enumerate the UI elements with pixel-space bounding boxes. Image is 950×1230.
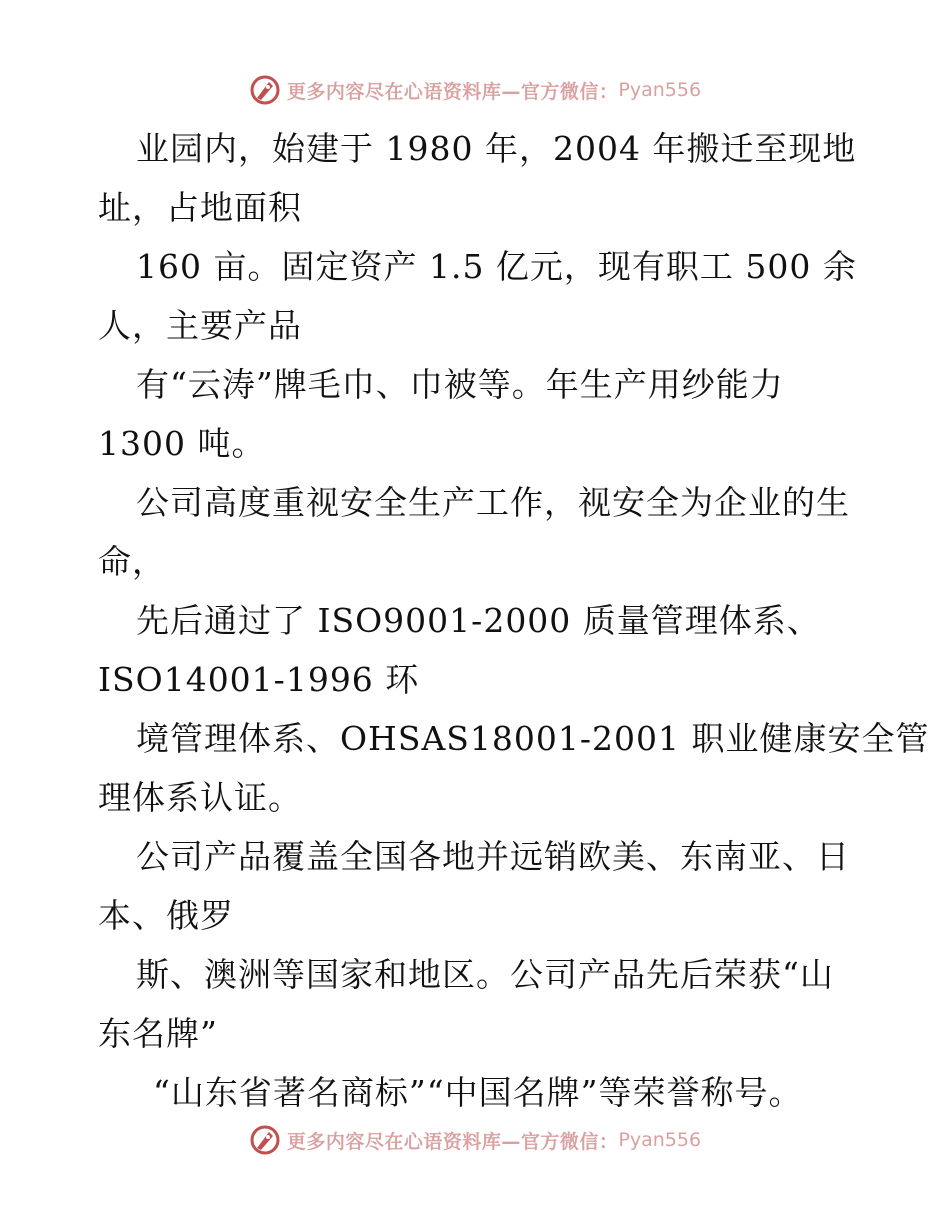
footer-banner-handle: Pyan556 [618,1129,702,1151]
body-line: ISO14001-1996 环 [98,660,420,699]
pen-nib-logo-icon [249,74,281,106]
body-line: 址，占地面积 [98,188,302,227]
body-line: 先后通过了 ISO9001-2000 质量管理体系、 [136,601,821,640]
body-line: 有“云涛”牌毛巾、巾被等。年生产用纱能力 [136,365,784,404]
body-line: 理体系认证。 [98,778,302,817]
pen-nib-logo-icon [249,1124,281,1156]
body-line: 斯、澳洲等国家和地区。公司产品先后荣获“山 [136,955,834,994]
header-banner-handle: Pyan556 [618,79,702,101]
body-line: 业园内，始建于 1980 年，2004 年搬迁至现地 [136,129,857,168]
header-banner-text: 更多内容尽在心语资料库—官方微信： [286,80,619,103]
body-line: 160 亩。固定资产 1.5 亿元，现有职工 500 余 [136,247,857,286]
body-line: 东名牌” [98,1014,218,1053]
footer-banner [0,1120,950,1160]
body-line: 1300 吨。 [98,424,266,463]
body-line: 人，主要产品 [98,306,302,345]
body-line: 本、俄罗 [98,896,234,935]
body-line: 境管理体系、OHSAS18001-2001 职业健康安全管 [136,719,930,758]
header-banner [0,70,950,110]
body-line: 公司产品覆盖全国各地并远销欧美、东南亚、日 [136,837,850,876]
body-line: 命， [98,542,166,581]
footer-banner-text: 更多内容尽在心语资料库—官方微信： [286,1130,619,1153]
document-body [98,119,930,1122]
body-line: “山东省著名商标”“中国名牌”等荣誉称号。 [153,1073,803,1112]
body-line: 公司高度重视安全生产工作，视安全为企业的生 [136,483,850,522]
